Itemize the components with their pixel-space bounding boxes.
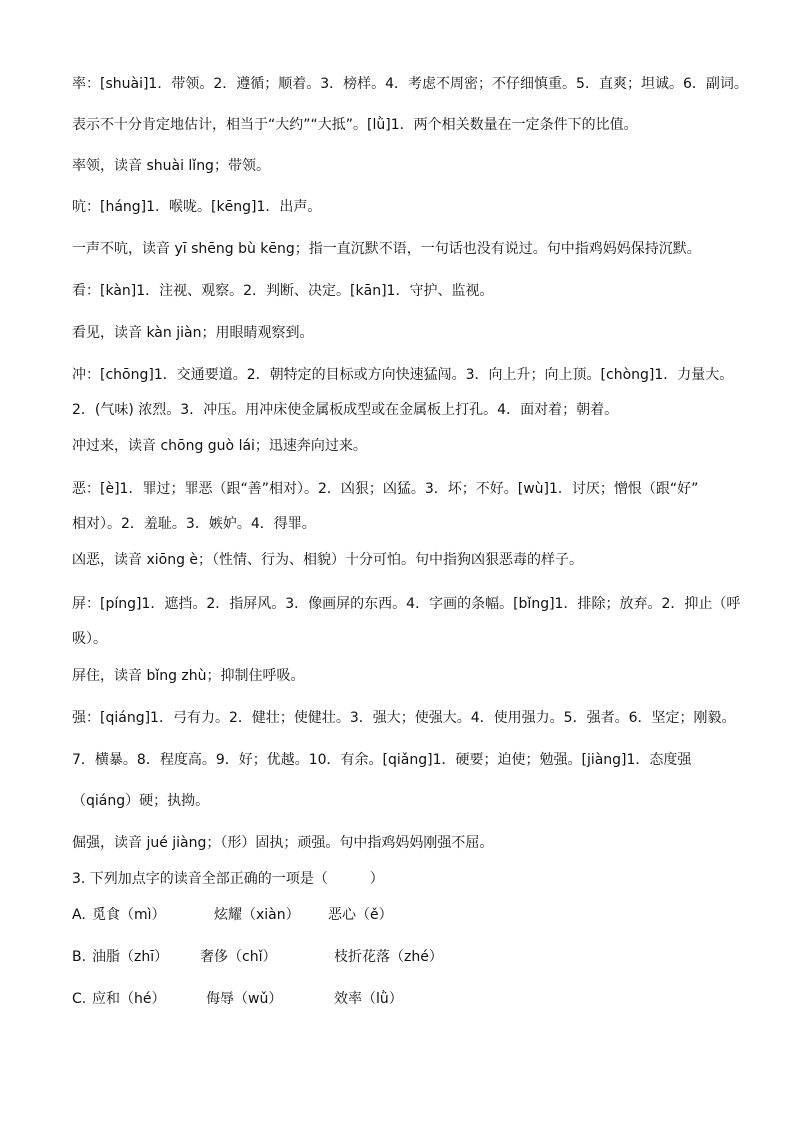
text-line: 看见，读音 kàn jiàn；用眼睛观察到。 [72, 325, 314, 341]
text-line: 相对）。2．羞耻。3．嫉妒。4．得罪。 [72, 516, 316, 532]
text-line: 倔强，读音 jué jiàng；（形）固执；顽强。句中指鸡妈妈刚强不屈。 [72, 835, 494, 851]
option-letter: C. [72, 991, 87, 1007]
text-line: 强：[qiáng]1．弓有力。2．健壮；使健壮。3．强大；使强大。4．使用强力。5．强者。6．坚定；刚毅。 [72, 710, 736, 726]
text-line: 凶恶，读音 xiōng è；（性情、行为、相貌）十分可怕。句中指狗凶狠恶毒的样子。 [72, 552, 584, 568]
option-item: 应和（hé） [92, 991, 166, 1007]
option-item: 恶心（ě） [328, 907, 393, 923]
text-line: 2．(气味) 浓烈。3．冲压。用冲床使金属板成型或在金属板上打孔。4．面对着；朝着。 [72, 402, 619, 418]
option-letter: B. [72, 949, 87, 965]
option-item: 侮辱（wǔ） [206, 991, 283, 1007]
text-line: 冲过来，读音 chōng guò lái；迅速奔向过来。 [72, 438, 367, 454]
text-line: 7．横暴。8．程度高。9．好；优越。10．有余。[qiǎng]1．硬要；迫使；勉强。[jiàng]1．态度强 [72, 752, 692, 768]
option-item: 炫耀（xiàn） [214, 907, 300, 923]
text-line: 一声不吭，读音 yī shēng bù kēng；指一直沉默不语，一句话也没有说过。句中指鸡妈妈保持沉默。 [72, 241, 701, 257]
text-line: 表示不十分肯定地估计，相当于“大约”“大抵”。[lǜ]1．两个相关数量在一定条件下的比值。 [72, 117, 638, 133]
text-line: 冲：[chōng]1．交通要道。2．朝特定的目标或方向快速猛闯。3．向上升；向上顶。[chòng]1．力量大。 [72, 367, 734, 383]
option-item: 奢侈（chǐ） [200, 949, 277, 965]
text-line: （qiáng）硬；执拗。 [72, 793, 210, 809]
text-line: 吭：[háng]1．喉咙。[kēng]1．出声。 [72, 199, 322, 215]
question-stem: 3. 下列加点字的读音全部正确的一项是（ ） [72, 871, 384, 887]
option-item: 觅食（mì） [92, 907, 166, 923]
option-item: 枝折花落（zhé） [334, 949, 443, 965]
text-line: 屏：[píng]1．遮挡。2．指屏风。3．像画屏的东西。4．字画的条幅。[bǐng]1．排除；放弃。2．抑止（呼 [72, 596, 741, 612]
text-line: 恶：[è]1．罪过；罪恶（跟“善”相对）。2．凶狠；凶猛。3．坏；不好。[wù]1．讨厌；憎恨（跟“好” [72, 481, 699, 497]
text-line: 率领，读音 shuài lǐng；带领。 [72, 158, 270, 174]
text-line: 看：[kàn]1．注视、观察。2．判断、决定。[kān]1．守护、监视。 [72, 283, 494, 299]
option-item: 油脂（zhī） [92, 949, 169, 965]
text-line: 屏住，读音 bǐng zhù；抑制住呼吸。 [72, 668, 305, 684]
option-item: 效率（lǜ） [334, 991, 403, 1007]
text-line: 吸）。 [72, 631, 107, 647]
option-letter: A. [72, 907, 86, 923]
text-line: 率：[shuài]1．带领。2．遵循；顺着。3．榜样。4．考虑不周密；不仔细慎重。5．直爽；坦诚。6．副词。 [72, 76, 748, 92]
